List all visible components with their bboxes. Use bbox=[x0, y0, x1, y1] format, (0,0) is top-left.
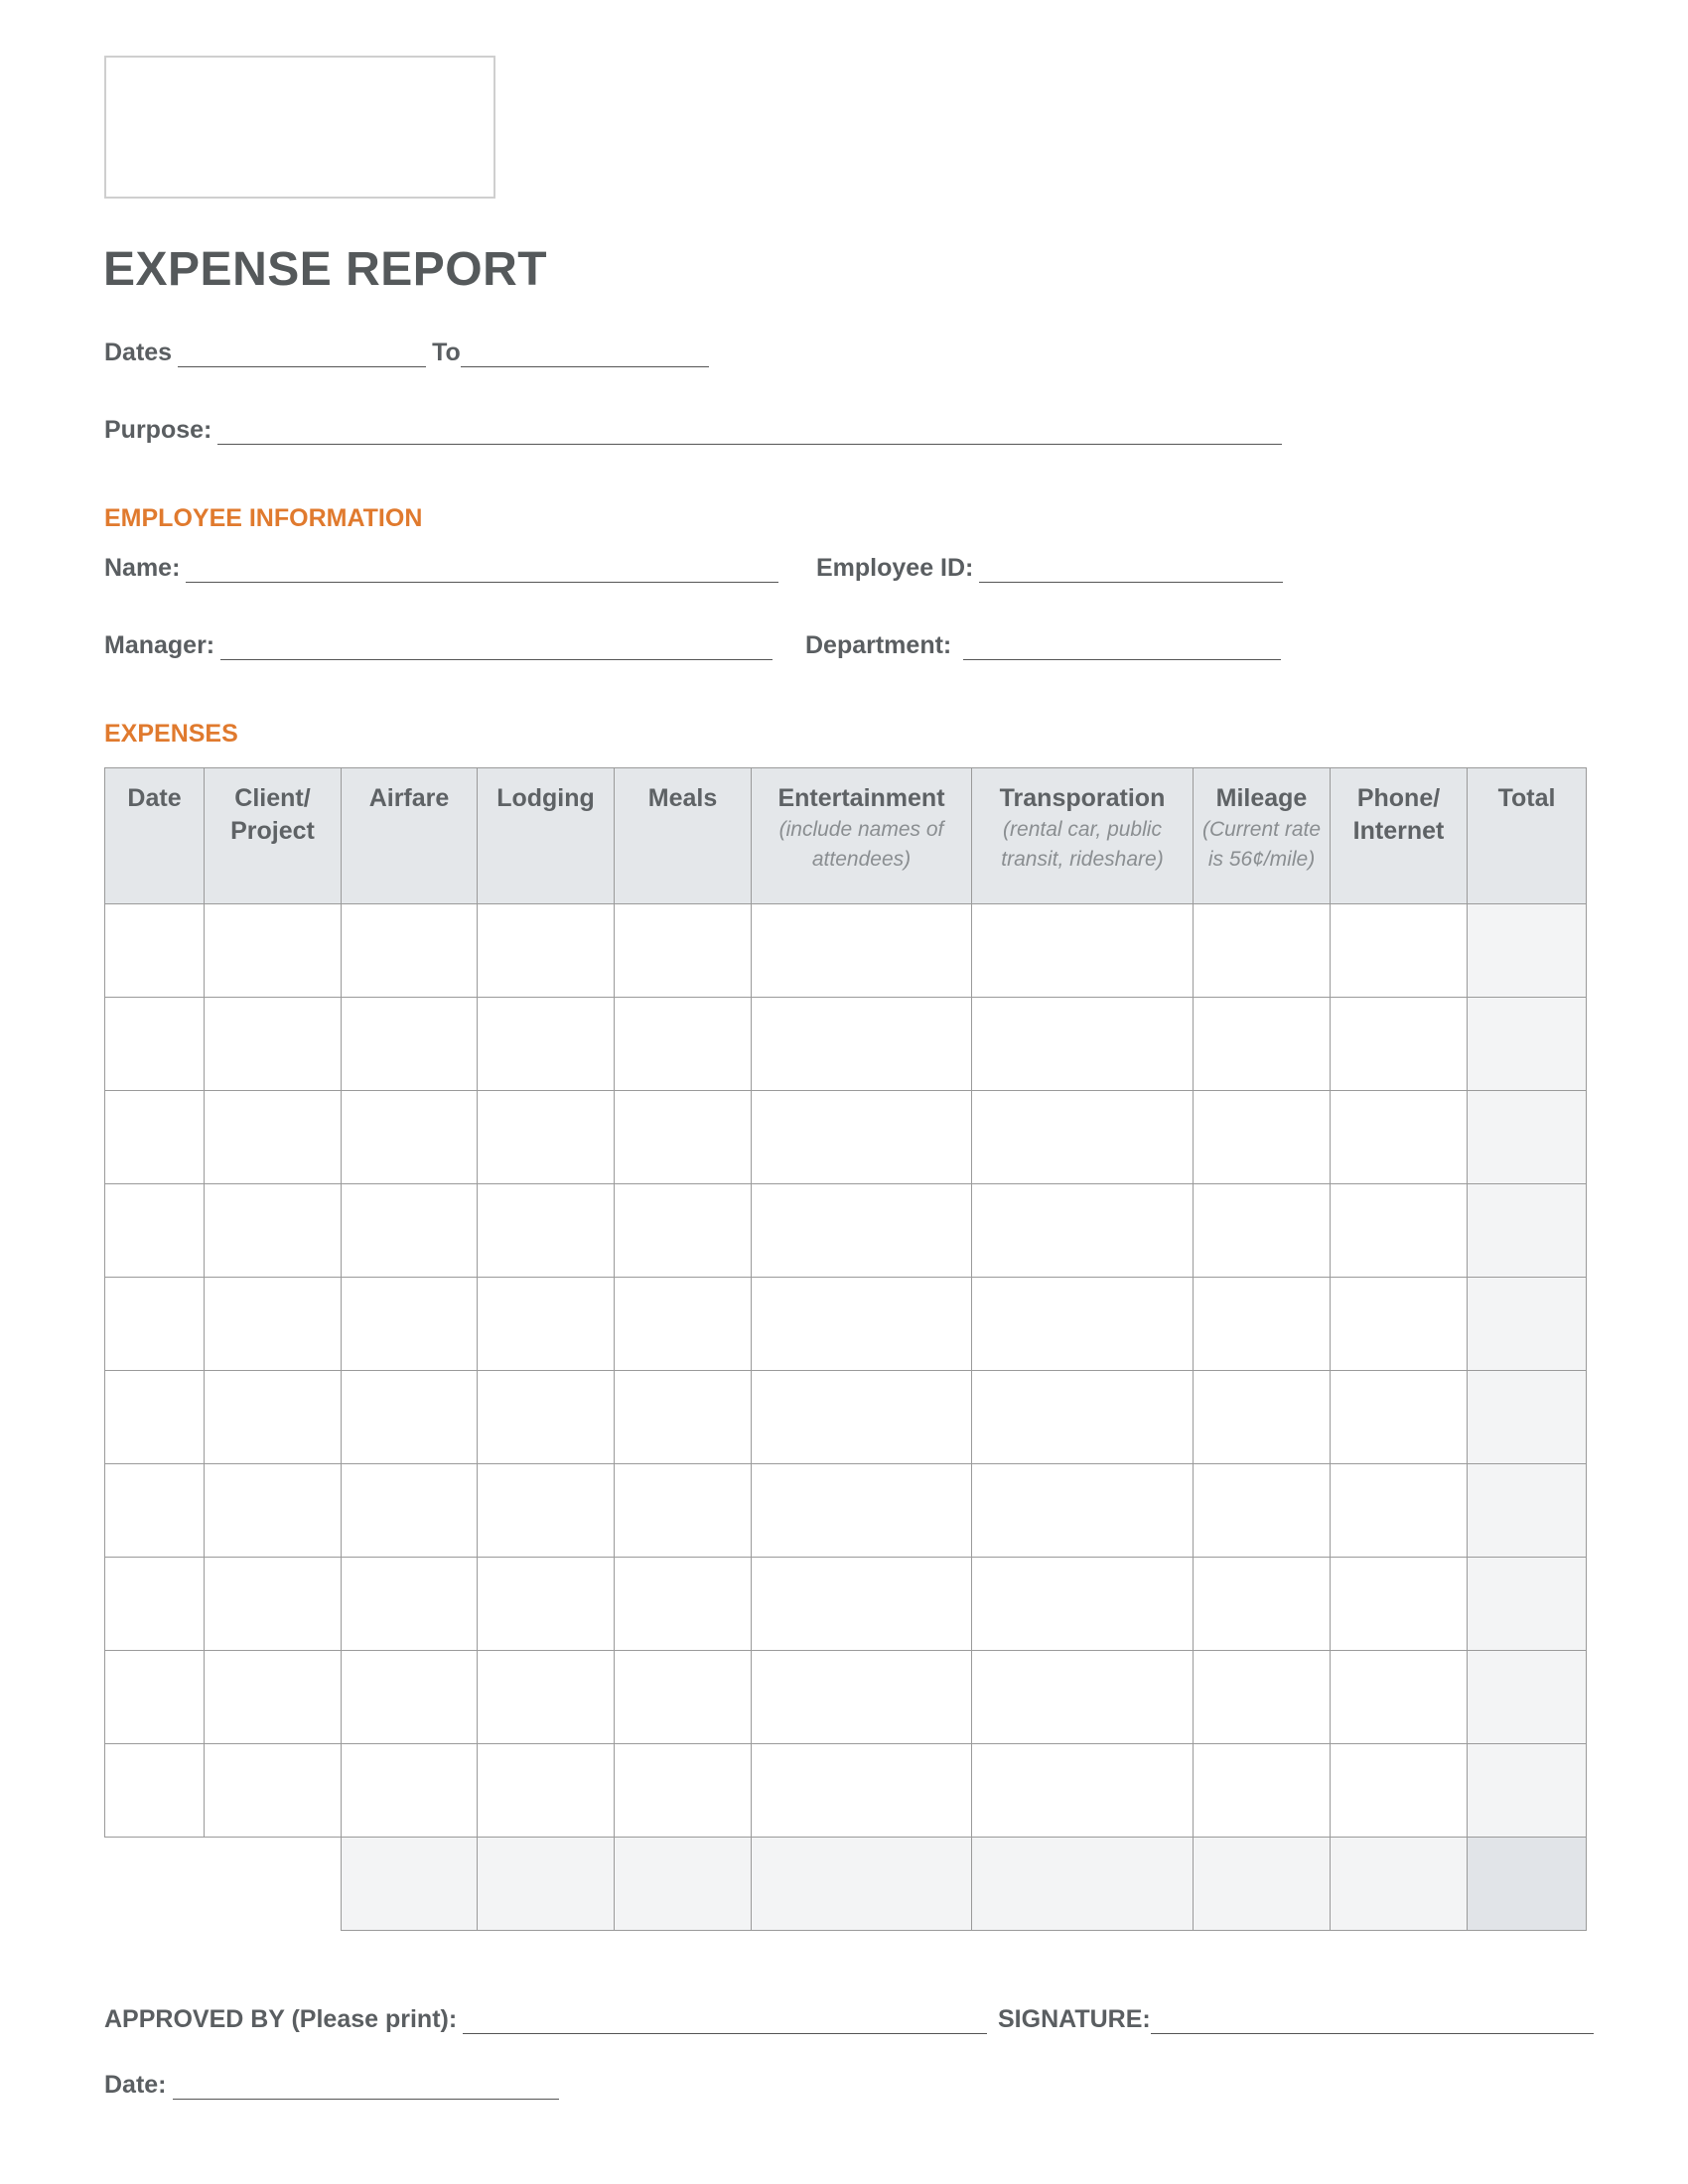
row-total-cell[interactable] bbox=[1468, 1184, 1587, 1278]
table-cell[interactable] bbox=[1331, 1744, 1468, 1838]
table-cell[interactable] bbox=[972, 904, 1194, 998]
department-label: Department: bbox=[805, 631, 952, 659]
table-cell[interactable] bbox=[105, 1651, 205, 1744]
table-cell[interactable] bbox=[1194, 1558, 1331, 1651]
table-cell[interactable] bbox=[972, 1278, 1194, 1371]
row-total-cell[interactable] bbox=[1468, 998, 1587, 1091]
table-cell[interactable] bbox=[1331, 1091, 1468, 1184]
dates-to-field[interactable] bbox=[461, 339, 709, 367]
row-total-cell[interactable] bbox=[1468, 1651, 1587, 1744]
department-row bbox=[805, 626, 1281, 660]
table-cell[interactable] bbox=[478, 1091, 615, 1184]
table-cell[interactable] bbox=[205, 1371, 342, 1464]
page-title: EXPENSE REPORT bbox=[103, 243, 548, 296]
table-cell[interactable] bbox=[615, 1371, 752, 1464]
table-cell[interactable] bbox=[972, 1184, 1194, 1278]
row-total-cell[interactable] bbox=[1468, 1371, 1587, 1464]
column-header bbox=[105, 768, 205, 904]
table-cell[interactable] bbox=[478, 1371, 615, 1464]
table-cell[interactable] bbox=[105, 1278, 205, 1371]
table-cell[interactable] bbox=[1331, 1184, 1468, 1278]
column-header-label: Phone/ Internet bbox=[1352, 784, 1445, 845]
manager-field[interactable] bbox=[220, 631, 773, 660]
table-cell[interactable] bbox=[972, 1091, 1194, 1184]
column-total-cell[interactable] bbox=[1331, 1838, 1468, 1931]
table-cell[interactable] bbox=[205, 998, 342, 1091]
table-cell[interactable] bbox=[1331, 998, 1468, 1091]
table-cell[interactable] bbox=[972, 1371, 1194, 1464]
column-total-cell[interactable] bbox=[615, 1838, 752, 1931]
column-header-note: (rental car, public transit, rideshare) bbox=[1001, 818, 1164, 871]
table-cell[interactable] bbox=[1194, 1744, 1331, 1838]
table-cell[interactable] bbox=[615, 1744, 752, 1838]
table-cell[interactable] bbox=[1194, 1371, 1331, 1464]
table-row bbox=[105, 904, 1587, 998]
table-cell[interactable] bbox=[342, 1651, 478, 1744]
table-cell[interactable] bbox=[1331, 1371, 1468, 1464]
purpose-label: Purpose: bbox=[104, 416, 212, 444]
table-cell[interactable] bbox=[752, 1184, 972, 1278]
date-label: Date: bbox=[104, 2071, 167, 2099]
date-row bbox=[104, 2066, 559, 2100]
table-cell[interactable] bbox=[615, 1091, 752, 1184]
column-header-label: Transporation bbox=[999, 784, 1166, 812]
table-cell[interactable] bbox=[615, 904, 752, 998]
table-cell[interactable] bbox=[752, 1651, 972, 1744]
table-cell[interactable] bbox=[205, 1744, 342, 1838]
approved-row bbox=[104, 2000, 987, 2034]
grand-total-cell[interactable] bbox=[1468, 1838, 1587, 1931]
table-cell[interactable] bbox=[205, 1278, 342, 1371]
table-cell[interactable] bbox=[752, 1371, 972, 1464]
table-cell[interactable] bbox=[342, 904, 478, 998]
table-cell[interactable] bbox=[752, 998, 972, 1091]
column-header bbox=[972, 768, 1194, 904]
table-cell[interactable] bbox=[205, 904, 342, 998]
dates-to-label: To bbox=[432, 339, 461, 366]
employee-id-row bbox=[816, 549, 1283, 583]
table-cell[interactable] bbox=[615, 1464, 752, 1558]
table-cell[interactable] bbox=[1331, 1651, 1468, 1744]
column-header bbox=[342, 768, 478, 904]
table-cell[interactable] bbox=[1194, 1651, 1331, 1744]
column-header bbox=[615, 768, 752, 904]
date-field[interactable] bbox=[173, 2071, 559, 2100]
table-cell[interactable] bbox=[615, 1278, 752, 1371]
table-cell[interactable] bbox=[342, 1371, 478, 1464]
table-cell[interactable] bbox=[1194, 1091, 1331, 1184]
table-cell[interactable] bbox=[105, 1371, 205, 1464]
table-cell[interactable] bbox=[615, 998, 752, 1091]
table-row bbox=[105, 1184, 1587, 1278]
table-cell[interactable] bbox=[342, 1184, 478, 1278]
table-cell[interactable] bbox=[478, 1464, 615, 1558]
name-row bbox=[104, 549, 778, 583]
employee-id-field[interactable] bbox=[979, 554, 1283, 583]
logo-placeholder bbox=[104, 56, 495, 199]
table-header-row bbox=[105, 768, 1587, 904]
column-header-label: Total bbox=[1497, 784, 1556, 812]
column-header-label: Client/ Project bbox=[230, 784, 315, 845]
table-cell[interactable] bbox=[205, 1558, 342, 1651]
column-total-cell[interactable] bbox=[342, 1838, 478, 1931]
table-cell[interactable] bbox=[752, 1558, 972, 1651]
expenses-heading: EXPENSES bbox=[104, 720, 238, 748]
table-cell[interactable] bbox=[105, 998, 205, 1091]
row-total-cell[interactable] bbox=[1468, 1744, 1587, 1838]
signature-label: SIGNATURE: bbox=[998, 2005, 1151, 2033]
table-row bbox=[105, 1371, 1587, 1464]
table-cell[interactable] bbox=[205, 1651, 342, 1744]
table-cell[interactable] bbox=[478, 998, 615, 1091]
table-cell[interactable] bbox=[615, 1184, 752, 1278]
totals-row bbox=[105, 1838, 1587, 1931]
table-cell[interactable] bbox=[342, 1278, 478, 1371]
table-row bbox=[105, 998, 1587, 1091]
dates-label: Dates bbox=[104, 339, 173, 366]
table-cell[interactable] bbox=[615, 1651, 752, 1744]
column-header-label: Date bbox=[127, 784, 182, 812]
table-cell[interactable] bbox=[972, 1651, 1194, 1744]
column-header bbox=[1331, 768, 1468, 904]
table-cell[interactable] bbox=[478, 1744, 615, 1838]
expenses-table bbox=[104, 767, 1587, 1931]
table-cell[interactable] bbox=[478, 1651, 615, 1744]
table-cell[interactable] bbox=[205, 1464, 342, 1558]
table-row bbox=[105, 1464, 1587, 1558]
table-cell[interactable] bbox=[478, 1184, 615, 1278]
column-header-label: Meals bbox=[647, 784, 718, 812]
column-total-cell[interactable] bbox=[752, 1838, 972, 1931]
column-total-cell[interactable] bbox=[972, 1838, 1194, 1931]
row-total-cell[interactable] bbox=[1468, 1464, 1587, 1558]
table-cell[interactable] bbox=[972, 1464, 1194, 1558]
table-cell[interactable] bbox=[1194, 998, 1331, 1091]
table-cell[interactable] bbox=[1194, 904, 1331, 998]
employee-id-label: Employee ID: bbox=[816, 554, 974, 582]
approved-by-label: APPROVED BY (Please print): bbox=[104, 2005, 458, 2033]
row-total-cell[interactable] bbox=[1468, 1558, 1587, 1651]
table-cell[interactable] bbox=[752, 904, 972, 998]
table-cell[interactable] bbox=[105, 1464, 205, 1558]
employee-info-heading: EMPLOYEE INFORMATION bbox=[104, 504, 423, 532]
table-cell[interactable] bbox=[205, 1184, 342, 1278]
signature-row bbox=[998, 2000, 1594, 2034]
signature-field[interactable] bbox=[1151, 2005, 1594, 2034]
table-cell[interactable] bbox=[342, 998, 478, 1091]
table-cell[interactable] bbox=[1331, 1558, 1468, 1651]
totals-spacer bbox=[105, 1838, 342, 1931]
table-cell[interactable] bbox=[752, 1091, 972, 1184]
manager-row bbox=[104, 626, 773, 660]
table-cell[interactable] bbox=[1194, 1278, 1331, 1371]
table-cell[interactable] bbox=[972, 1558, 1194, 1651]
column-header bbox=[752, 768, 972, 904]
table-cell[interactable] bbox=[105, 904, 205, 998]
table-cell[interactable] bbox=[1194, 1184, 1331, 1278]
column-total-cell[interactable] bbox=[478, 1838, 615, 1931]
table-cell[interactable] bbox=[342, 1091, 478, 1184]
table-row bbox=[105, 1278, 1587, 1371]
table-cell[interactable] bbox=[105, 1558, 205, 1651]
table-cell[interactable] bbox=[972, 998, 1194, 1091]
column-header-label: Mileage bbox=[1215, 784, 1308, 812]
manager-label: Manager: bbox=[104, 631, 215, 659]
table-cell[interactable] bbox=[478, 1278, 615, 1371]
row-total-cell[interactable] bbox=[1468, 1091, 1587, 1184]
purpose-field[interactable] bbox=[217, 416, 1282, 445]
table-row bbox=[105, 1091, 1587, 1184]
table-cell[interactable] bbox=[342, 1558, 478, 1651]
purpose-row bbox=[104, 411, 1282, 445]
column-header bbox=[205, 768, 342, 904]
table-cell[interactable] bbox=[752, 1744, 972, 1838]
table-cell[interactable] bbox=[752, 1278, 972, 1371]
table-cell[interactable] bbox=[205, 1091, 342, 1184]
table-row bbox=[105, 1558, 1587, 1651]
row-total-cell[interactable] bbox=[1468, 904, 1587, 998]
table-cell[interactable] bbox=[105, 1091, 205, 1184]
row-total-cell[interactable] bbox=[1468, 1278, 1587, 1371]
approved-by-field[interactable] bbox=[463, 2005, 987, 2034]
dates-row bbox=[104, 334, 709, 367]
name-field[interactable] bbox=[186, 554, 778, 583]
table-cell[interactable] bbox=[1331, 904, 1468, 998]
table-cell[interactable] bbox=[1194, 1464, 1331, 1558]
table-cell[interactable] bbox=[1331, 1278, 1468, 1371]
table-cell[interactable] bbox=[478, 1558, 615, 1651]
table-cell[interactable] bbox=[615, 1558, 752, 1651]
table-cell[interactable] bbox=[972, 1744, 1194, 1838]
department-field[interactable] bbox=[963, 631, 1281, 660]
column-header-note: (Current rate is 56¢/mile) bbox=[1201, 818, 1322, 871]
table-cell[interactable] bbox=[105, 1744, 205, 1838]
dates-from-field[interactable] bbox=[178, 339, 426, 367]
table-cell[interactable] bbox=[105, 1184, 205, 1278]
column-header bbox=[1194, 768, 1331, 904]
column-header bbox=[478, 768, 615, 904]
column-header bbox=[1468, 768, 1587, 904]
table-cell[interactable] bbox=[1331, 1464, 1468, 1558]
table-cell[interactable] bbox=[342, 1744, 478, 1838]
table-cell[interactable] bbox=[342, 1464, 478, 1558]
column-header-note: (include names of attendees) bbox=[778, 818, 944, 871]
column-total-cell[interactable] bbox=[1194, 1838, 1331, 1931]
table-row bbox=[105, 1744, 1587, 1838]
column-header-label: Airfare bbox=[368, 784, 450, 812]
column-header-label: Entertainment bbox=[777, 784, 945, 812]
name-label: Name: bbox=[104, 554, 181, 582]
table-cell[interactable] bbox=[752, 1464, 972, 1558]
table-cell[interactable] bbox=[478, 904, 615, 998]
column-header-label: Lodging bbox=[496, 784, 595, 812]
table-row bbox=[105, 1651, 1587, 1744]
